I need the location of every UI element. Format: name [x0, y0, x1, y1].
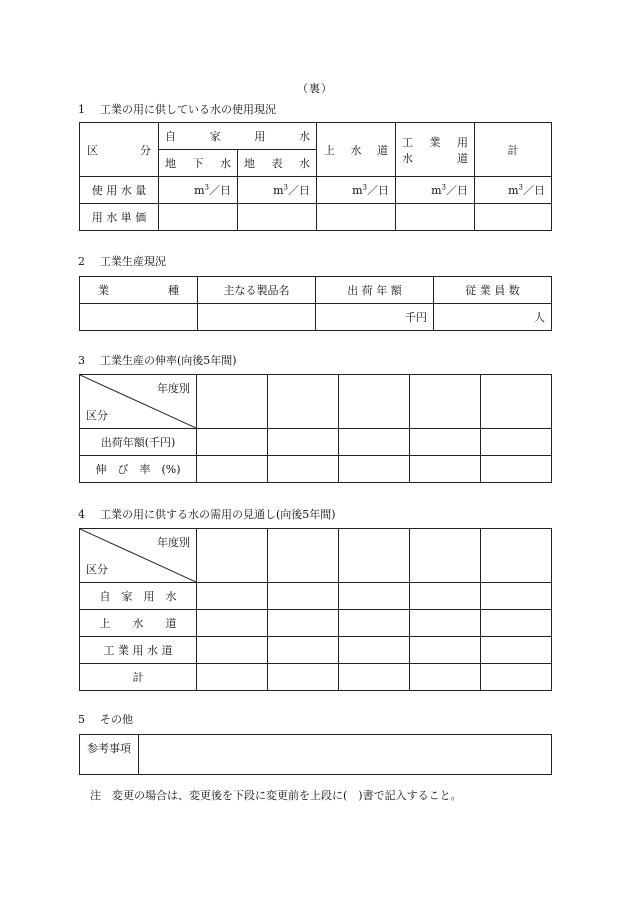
water-demand-table — [79, 528, 552, 691]
diagonal-header — [80, 529, 197, 583]
header-main-products: 主なる製品名 — [198, 277, 316, 304]
header-gyoshu: 業 種 — [80, 277, 198, 304]
year-cell[interactable] — [268, 529, 339, 583]
shipment-cell[interactable]: 千円 — [316, 304, 434, 331]
row-label-unit-price: 用 水 単 価 — [80, 204, 159, 231]
section-1-heading — [78, 101, 276, 117]
data-cell[interactable] — [481, 429, 552, 456]
reference-label: 参考事項 — [80, 735, 139, 775]
usage-cell[interactable]: $m^3/$日 — [396, 177, 475, 204]
reference-input[interactable] — [139, 735, 552, 775]
data-cell[interactable] — [481, 583, 552, 610]
usage-cell[interactable]: $m^3/$日 — [159, 177, 238, 204]
data-cell[interactable] — [268, 583, 339, 610]
footnote: 注 変更の場合は、変更後を下段に変更前を上段に( )書で記入すること。 — [90, 789, 462, 802]
data-cell[interactable] — [410, 637, 481, 664]
header-josuido: 上 水 道 — [317, 123, 396, 177]
header-kei: 計 — [475, 123, 552, 177]
other-table — [79, 734, 552, 775]
section-2-heading: 2 工業生産現況 — [78, 255, 166, 268]
row-label-growth: 伸 び 率 (%) — [80, 456, 197, 483]
data-cell[interactable] — [481, 610, 552, 637]
data-cell[interactable] — [339, 429, 410, 456]
data-cell[interactable] — [481, 637, 552, 664]
price-cell[interactable] — [238, 204, 317, 231]
section-5-heading: 5 その他 — [78, 713, 133, 726]
year-cell[interactable] — [410, 529, 481, 583]
data-cell[interactable] — [197, 583, 268, 610]
growth-rate-table — [79, 374, 552, 483]
water-usage-table — [79, 122, 552, 231]
row-label-kogyo-yosuido: 工 業 用 水 道 — [80, 637, 197, 664]
data-cell[interactable] — [268, 456, 339, 483]
data-cell[interactable] — [410, 429, 481, 456]
page-title: （裏） — [297, 82, 333, 95]
products-cell[interactable] — [198, 304, 316, 331]
data-cell[interactable] — [481, 456, 552, 483]
data-cell[interactable] — [339, 610, 410, 637]
year-cell[interactable] — [481, 529, 552, 583]
row-label-jika-yosui: 自 家 用 水 — [80, 583, 197, 610]
industry-cell[interactable] — [80, 304, 198, 331]
header-kogyo-yosuido: 工 業 用 水 道 — [396, 123, 475, 177]
section-number: 1 — [78, 103, 85, 116]
employees-cell[interactable]: 人 — [434, 304, 552, 331]
price-cell[interactable] — [475, 204, 552, 231]
row-label-shipment: 出荷年額(千円) — [80, 429, 197, 456]
data-cell[interactable] — [339, 583, 410, 610]
year-label: 年度別 — [157, 536, 190, 549]
row-label-josuido: 上 水 道 — [80, 610, 197, 637]
section-title: 工業の用に供している水の使用現況 — [100, 103, 276, 116]
header-jika-yosui: 自 家 用 水 — [159, 123, 317, 150]
data-cell[interactable] — [481, 664, 552, 691]
data-cell[interactable] — [268, 429, 339, 456]
year-cell[interactable] — [339, 529, 410, 583]
category-label: 区分 — [86, 409, 108, 422]
diagonal-header — [80, 375, 197, 429]
year-cell[interactable] — [481, 375, 552, 429]
year-cell[interactable] — [410, 375, 481, 429]
section-4-heading: 4 工業の用に供する水の需用の見通し(向後5年間) — [78, 508, 336, 521]
price-cell[interactable] — [317, 204, 396, 231]
data-cell[interactable] — [410, 456, 481, 483]
data-cell[interactable] — [197, 664, 268, 691]
production-status-table — [79, 276, 552, 331]
year-cell[interactable] — [197, 375, 268, 429]
section-3-heading: 3 工業生産の伸率(向後5年間) — [78, 354, 237, 367]
year-cell[interactable] — [339, 375, 410, 429]
year-cell[interactable] — [268, 375, 339, 429]
data-cell[interactable] — [197, 429, 268, 456]
data-cell[interactable] — [197, 610, 268, 637]
category-label: 区分 — [86, 563, 108, 576]
data-cell[interactable] — [197, 637, 268, 664]
data-cell[interactable] — [410, 610, 481, 637]
data-cell[interactable] — [339, 637, 410, 664]
header-kubun: 区 分 — [80, 123, 159, 177]
data-cell[interactable] — [268, 664, 339, 691]
data-cell[interactable] — [197, 456, 268, 483]
usage-cell[interactable]: $m^3/$日 — [317, 177, 396, 204]
data-cell[interactable] — [410, 664, 481, 691]
row-label-total: 計 — [80, 664, 197, 691]
data-cell[interactable] — [339, 664, 410, 691]
price-cell[interactable] — [159, 204, 238, 231]
data-cell[interactable] — [268, 637, 339, 664]
header-employees: 従 業 員 数 — [434, 277, 552, 304]
header-chihyosui: 地 表 水 — [238, 150, 317, 177]
data-cell[interactable] — [410, 583, 481, 610]
row-label-use-volume: 使 用 水 量 — [80, 177, 159, 204]
header-chikasui: 地 下 水 — [159, 150, 238, 177]
data-cell[interactable] — [268, 610, 339, 637]
year-cell[interactable] — [197, 529, 268, 583]
usage-cell[interactable]: $m^3/$日 — [475, 177, 552, 204]
data-cell[interactable] — [339, 456, 410, 483]
usage-cell[interactable]: $m^3/$日 — [238, 177, 317, 204]
header-shipment-amount: 出 荷 年 額 — [316, 277, 434, 304]
year-label: 年度別 — [157, 382, 190, 395]
price-cell[interactable] — [396, 204, 475, 231]
